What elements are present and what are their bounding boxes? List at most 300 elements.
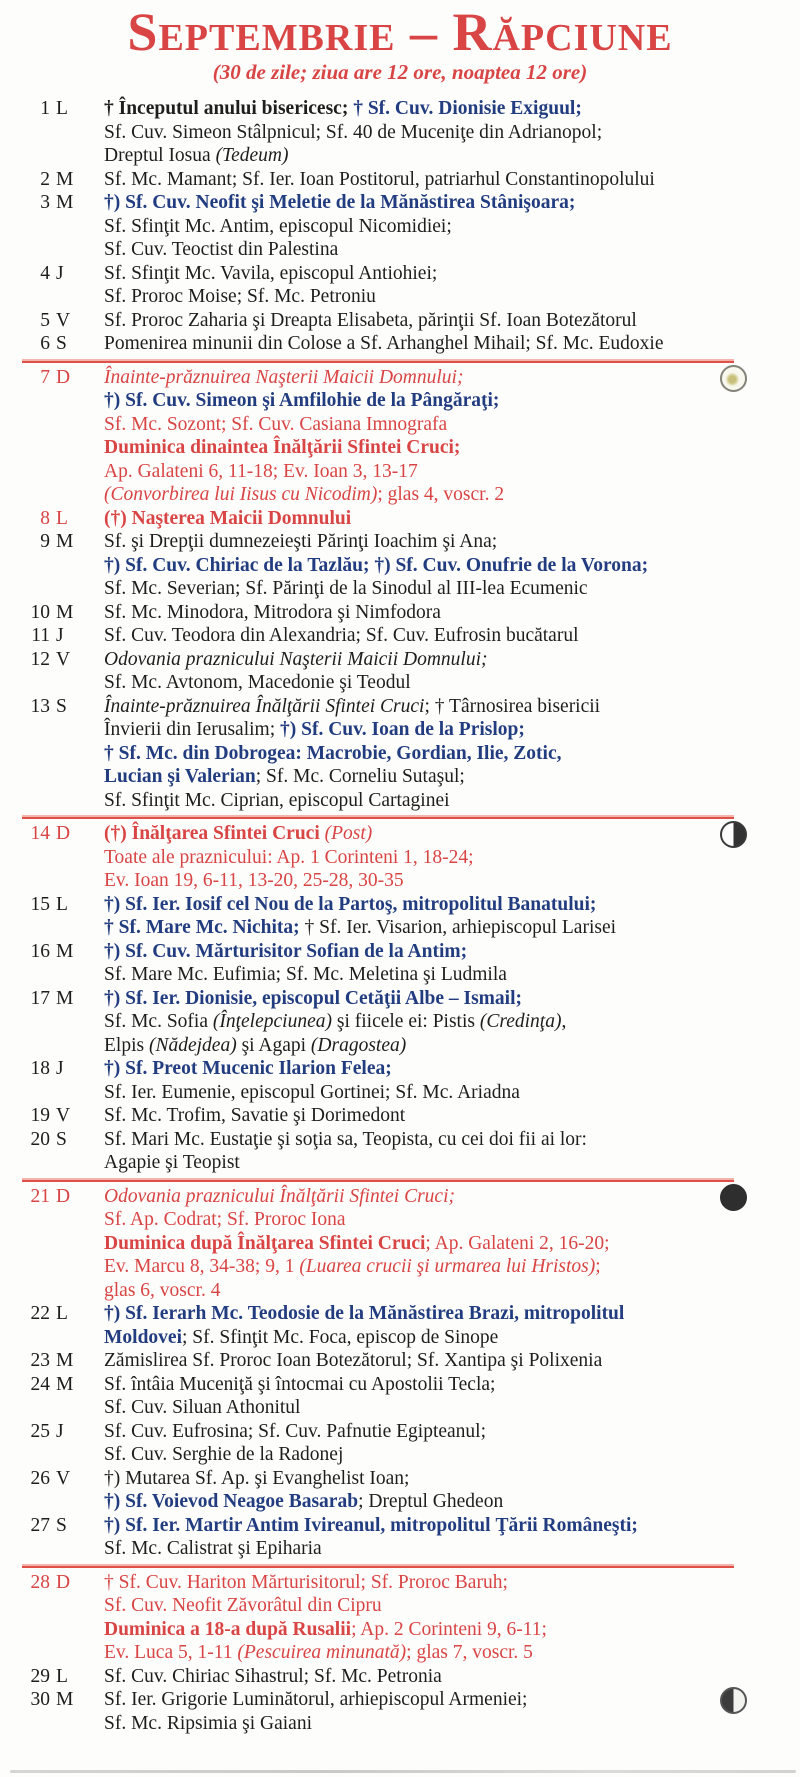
calendar-list (0, 97, 800, 1735)
day-of-week: S (56, 1128, 67, 1150)
feast-line (104, 1712, 800, 1736)
text-segment: Sf. Mc. Sofia (104, 1011, 213, 1032)
feast-line (104, 1232, 800, 1256)
day-of-week: L (56, 1303, 68, 1324)
text-segment: ; Dreptul Ghedeon (358, 1491, 504, 1512)
day-row-16 (0, 940, 800, 987)
feast-line (104, 1490, 800, 1514)
day-label (0, 507, 104, 531)
day-row-13 (0, 695, 800, 813)
text-segment: Sf. Mc. Ripsimia şi Gaiani (104, 1712, 312, 1734)
day-of-week: M (56, 940, 74, 962)
day-feasts (104, 893, 800, 940)
day-feasts (104, 97, 800, 168)
day-of-week: M (56, 1689, 74, 1710)
day-row-22 (0, 1302, 800, 1349)
feast-line (104, 869, 800, 893)
text-segment: Duminica a 18-a după Rusalii (104, 1618, 352, 1640)
text-segment: † Începutul anului bisericesc; (104, 98, 354, 119)
day-number: 30 (30, 1689, 50, 1710)
day-number: 28 (30, 1571, 50, 1593)
feast-line (104, 1010, 800, 1034)
text-segment: Învierii din Ierusalim; (104, 719, 280, 740)
day-of-week: M (56, 1373, 74, 1395)
day-feasts (104, 1571, 800, 1665)
feast-line (104, 1081, 800, 1105)
text-segment: Sf. Mc. Sozont; Sf. Cuv. Casiana Imnografa (104, 413, 448, 435)
text-segment: Sf. Mc. Mamant; Sf. Ier. Ioan Postitorul, patriarhul Constantinopolului (104, 168, 655, 190)
day-of-week: V (56, 1105, 71, 1126)
feast-line (104, 1373, 800, 1397)
text-segment: Sf. Mc. Trofim, Savatie şi Dorimedont (104, 1105, 406, 1126)
feast-line (104, 554, 800, 578)
text-segment: (Post) (324, 823, 373, 844)
page-bottom-rule (10, 1770, 796, 1773)
feast-line (104, 718, 800, 742)
feast-line (104, 1467, 800, 1491)
text-segment: Sf. Mc. Avtonom, Macedonie şi Teodul (104, 672, 411, 693)
feast-line (104, 765, 800, 789)
day-row-18 (0, 1057, 800, 1104)
day-row-9 (0, 530, 800, 601)
day-of-week: V (56, 1467, 71, 1489)
text-segment: (Convorbirea lui Iisus cu Nicodim) (104, 484, 378, 505)
full-moon-icon (720, 365, 747, 392)
day-label (0, 309, 104, 333)
day-feasts (104, 1302, 800, 1349)
text-segment: † Sf. Mare Mc. Nichita; (104, 917, 300, 938)
day-of-week: M (56, 168, 74, 190)
feast-line (104, 963, 800, 987)
day-of-week: S (56, 695, 67, 717)
day-feasts (104, 507, 800, 531)
day-row-24 (0, 1373, 800, 1420)
text-segment: Sf. Proroc Zaharia şi Dreapta Elisabeta, părinţii Sf. Ioan Botezătorul (104, 309, 637, 331)
day-feasts (104, 332, 800, 356)
day-of-week: L (56, 507, 68, 529)
feast-line (104, 1688, 800, 1712)
day-feasts (104, 1185, 800, 1303)
day-row-1 (0, 97, 800, 168)
text-segment: † Sf. Cuv. Dionisie Exiguul; (353, 98, 582, 119)
feast-line (104, 601, 800, 625)
text-segment: (†) Înălţarea Sfintei Cruci (104, 823, 325, 844)
text-segment: (Dragostea) (310, 1034, 407, 1056)
text-segment: Sf. Cuv. Teodora din Alexandria; Sf. Cuv. Eufrosin bucătarul (104, 625, 579, 646)
day-label (0, 987, 104, 1058)
last-quarter-moon-icon (720, 821, 747, 848)
day-number: 12 (30, 648, 50, 670)
feast-line (104, 144, 800, 168)
day-feasts (104, 822, 800, 893)
day-row-27 (0, 1514, 800, 1561)
text-segment: şi Agapi (236, 1034, 311, 1056)
day-label (0, 262, 104, 309)
day-feasts (104, 601, 800, 625)
feast-line (104, 1594, 800, 1618)
day-row-3 (0, 191, 800, 262)
day-label (0, 1688, 104, 1735)
text-segment: Lucian şi Valerian (104, 766, 256, 787)
day-number: 19 (30, 1105, 50, 1126)
day-label (0, 1467, 104, 1514)
text-segment: †) Sf. Ierarh Mc. Teodosie de la Mănăstirea Brazi, mitropolitul (104, 1303, 625, 1324)
day-number: 14 (30, 823, 50, 844)
day-row-6 (0, 332, 800, 356)
text-segment: Sf. Sfinţit Mc. Antim, episcopul Nicomidiei; (104, 215, 452, 237)
feast-line (104, 1571, 800, 1595)
sunday-separator (22, 815, 734, 819)
feast-line (104, 215, 800, 239)
day-row-28 (0, 1571, 800, 1665)
feast-line (104, 1641, 800, 1665)
day-label (0, 695, 104, 813)
day-number: 11 (31, 625, 50, 646)
day-label (0, 648, 104, 695)
feast-line (104, 1420, 800, 1444)
day-label (0, 1349, 104, 1373)
day-number: 21 (30, 1185, 50, 1207)
text-segment: † Sf. Mc. din Dobrogea: Macrobie, Gordian, Ilie, Zotic, (104, 742, 562, 764)
feast-line (104, 238, 800, 262)
feast-line (104, 1057, 800, 1081)
text-segment: ; glas 7, voscr. 5 (406, 1642, 533, 1663)
day-label (0, 191, 104, 262)
day-label (0, 1665, 104, 1689)
feast-line (104, 1396, 800, 1420)
text-segment: , (561, 1011, 567, 1032)
feast-line (104, 893, 800, 917)
day-row-5 (0, 309, 800, 333)
day-feasts (104, 1104, 800, 1128)
text-segment: (Luarea crucii şi urmarea lui Hristos) (299, 1256, 596, 1277)
day-row-17 (0, 987, 800, 1058)
text-segment: Duminica după Înălţarea Sfintei Cruci (104, 1232, 426, 1254)
feast-line (104, 695, 800, 719)
day-feasts (104, 1514, 800, 1561)
text-segment: †) Sf. Ier. Iosif cel Nou de la Partoş, mitropolitul Banatului; (104, 893, 597, 915)
day-of-week: J (56, 1058, 64, 1079)
feast-line (104, 1279, 800, 1303)
day-of-week: S (56, 1514, 67, 1536)
text-segment: Sf. Sfinţit Mc. Vavila, episcopul Antiohiei; (104, 262, 438, 284)
day-number: 13 (30, 695, 50, 717)
sunday-separator (22, 359, 734, 363)
feast-line (104, 1326, 800, 1350)
day-label (0, 624, 104, 648)
text-segment: Sf. Cuv. Neofit Zăvorâtul din Cipru (104, 1595, 382, 1616)
feast-line (104, 460, 800, 484)
day-feasts (104, 1420, 800, 1467)
text-segment: Ap. Galateni 6, 11-18; Ev. Ioan 3, 13-17 (104, 460, 418, 482)
text-segment: Odovania praznicului Naşterii Maicii Domnului; (104, 648, 488, 670)
feast-line (104, 940, 800, 964)
text-segment: Sf. Cuv. Siluan Athonitul (104, 1397, 301, 1418)
sunday-separator (22, 1178, 734, 1182)
day-label (0, 940, 104, 987)
text-segment: Sf. Ap. Codrat; Sf. Proroc Iona (104, 1209, 346, 1230)
text-segment: (Credinţa) (479, 1011, 562, 1032)
feast-line (104, 916, 800, 940)
day-number: 5 (40, 309, 50, 331)
text-segment: Zămislirea Sf. Proroc Ioan Botezătorul; Sf. Xantipa şi Polixenia (104, 1350, 603, 1371)
day-label (0, 601, 104, 625)
text-segment: ; Ap. Galateni 2, 16-20; (425, 1232, 610, 1254)
feast-line (104, 822, 800, 846)
day-number: 8 (40, 507, 50, 529)
text-segment: Sf. Proroc Moise; Sf. Mc. Petroniu (104, 286, 376, 307)
day-label (0, 1302, 104, 1349)
feast-line (104, 191, 800, 215)
text-segment: Ev. Ioan 19, 6-11, 13-20, 25-28, 30-35 (104, 870, 404, 891)
text-segment: †) Sf. Cuv. Mărturisitor Sofian de la Antim; (104, 940, 468, 962)
day-number: 24 (30, 1373, 50, 1395)
feast-line (104, 987, 800, 1011)
day-of-week: J (56, 625, 64, 646)
day-label (0, 1420, 104, 1467)
day-row-10 (0, 601, 800, 625)
feast-line (104, 1302, 800, 1326)
feast-line (104, 1349, 800, 1373)
day-label (0, 1104, 104, 1128)
text-segment: Înainte-prăznuirea Naşterii Maicii Domnului; (104, 366, 464, 388)
feast-line (104, 846, 800, 870)
day-label (0, 366, 104, 507)
day-row-30 (0, 1688, 800, 1735)
day-feasts (104, 1057, 800, 1104)
text-segment: †) Sf. Ier. Dionisie, episcopul Cetăţii Albe – Ismail; (104, 987, 522, 1009)
day-of-week: D (56, 1185, 71, 1207)
day-number: 1 (40, 98, 50, 119)
day-feasts (104, 1128, 800, 1175)
feast-line (104, 1537, 800, 1561)
feast-line (104, 1443, 800, 1467)
feast-line (104, 1514, 800, 1538)
day-of-week: D (56, 1571, 71, 1593)
text-segment: Sf. Mc. Severian; Sf. Părinţi de la Sinodul al III-lea Ecumenic (104, 578, 588, 599)
feast-line (104, 285, 800, 309)
day-label (0, 1185, 104, 1303)
feast-line (104, 483, 800, 507)
feast-line (104, 1128, 800, 1152)
feast-line (104, 1185, 800, 1209)
text-segment: Agapie şi Teopist (104, 1152, 240, 1173)
day-of-week: D (56, 823, 71, 844)
text-segment: Toate ale praznicului: Ap. 1 Corinteni 1, 18-24; (104, 846, 474, 868)
text-segment: Sf. Mare Mc. Eufimia; Sf. Mc. Meletina şi Ludmila (104, 964, 507, 985)
day-of-week: L (56, 1665, 68, 1687)
day-number: 23 (30, 1350, 50, 1371)
day-label (0, 530, 104, 601)
day-feasts (104, 695, 800, 813)
page-header (0, 0, 800, 84)
day-of-week: M (56, 192, 74, 213)
text-segment: glas 6, voscr. 4 (104, 1279, 221, 1301)
text-segment: Sf. Sfinţit Mc. Ciprian, episcopul Cartaginei (104, 789, 450, 811)
text-segment: şi fiicele ei: Pistis (331, 1011, 480, 1032)
text-segment: ; † Târnosirea bisericii (424, 695, 601, 717)
feast-line (104, 530, 800, 554)
day-label (0, 1128, 104, 1175)
sunday-separator (22, 1564, 734, 1568)
day-number: 15 (30, 893, 50, 915)
feast-line (104, 742, 800, 766)
day-feasts (104, 1665, 800, 1689)
text-segment: Dreptul Iosua (104, 145, 216, 166)
feast-line (104, 413, 800, 437)
text-segment: (Înţelepciunea) (212, 1011, 332, 1032)
text-segment: Sf. Cuv. Teoctist din Palestina (104, 239, 339, 260)
feast-line (104, 648, 800, 672)
day-feasts (104, 987, 800, 1058)
text-segment: ; Sf. Mc. Corneliu Sutaşul; (255, 766, 465, 787)
text-segment: †) Sf. Ier. Martir Antim Ivireanul, mitropolitul Ţării Româneşti; (104, 1514, 638, 1536)
day-of-week: L (56, 893, 68, 915)
text-segment: Sf. întâia Muceniţă şi întocmai cu Apostolii Tecla; (104, 1373, 496, 1395)
text-segment: † Sf. Ier. Visarion, arhiepiscopul Larisei (299, 917, 617, 938)
day-row-11 (0, 624, 800, 648)
text-segment: Sf. Ier. Grigorie Luminătorul, arhiepiscopul Armeniei; (104, 1689, 528, 1710)
text-segment: Sf. Cuv. Serghie de la Radonej (104, 1444, 344, 1465)
day-row-4 (0, 262, 800, 309)
text-segment: Sf. Mari Mc. Eustaţie şi soţia sa, Teopista, cu cei doi fii ai lor: (104, 1128, 587, 1150)
text-segment: Elpis (104, 1034, 149, 1056)
feast-line (104, 624, 800, 648)
day-number: 4 (40, 262, 50, 284)
day-row-21 (0, 1185, 800, 1303)
day-row-26 (0, 1467, 800, 1514)
day-feasts (104, 1688, 800, 1735)
text-segment: †) Sf. Preot Mucenic Ilarion Felea; (104, 1058, 392, 1079)
day-label (0, 1057, 104, 1104)
text-segment: Înainte-prăznuirea Înălţării Sfintei Cruci (104, 695, 425, 717)
day-of-week: D (56, 366, 71, 388)
day-of-week: M (56, 987, 74, 1009)
feast-line (104, 1208, 800, 1232)
feast-line (104, 671, 800, 695)
page-title: Septembrie – Răpciune (127, 2, 673, 62)
feast-line (104, 389, 800, 413)
feast-line (104, 1255, 800, 1279)
text-segment: † Sf. Cuv. Hariton Mărturisitorul; Sf. Proroc Baruh; (104, 1571, 508, 1593)
feast-line (104, 168, 800, 192)
day-row-25 (0, 1420, 800, 1467)
text-segment: †) Sf. Voievod Neagoe Basarab (104, 1491, 359, 1512)
day-row-29 (0, 1665, 800, 1689)
first-quarter-moon-icon (720, 1687, 747, 1714)
day-of-week: J (56, 1420, 64, 1442)
day-feasts (104, 1349, 800, 1373)
text-segment: Sf. Mc. Minodora, Mitrodora şi Nimfodora (104, 601, 441, 623)
text-segment: Sf. Mc. Calistrat şi Epiharia (104, 1538, 322, 1559)
day-feasts (104, 624, 800, 648)
text-segment: (†) Naşterea Maicii Domnului (104, 507, 352, 529)
text-segment: ; Sf. Sfinţit Mc. Foca, episcop de Sinope (182, 1326, 499, 1348)
day-number: 16 (30, 940, 50, 962)
text-segment: Sf. Cuv. Eufrosina; Sf. Cuv. Pafnutie Egipteanul; (104, 1420, 487, 1442)
feast-line (104, 121, 800, 145)
feast-line (104, 309, 800, 333)
day-number: 29 (30, 1665, 50, 1687)
day-of-week: S (56, 333, 67, 354)
text-segment: ; (595, 1256, 601, 1277)
text-segment: Moldovei (104, 1326, 182, 1348)
day-number: 7 (40, 366, 50, 388)
feast-line (104, 1665, 800, 1689)
day-label (0, 1514, 104, 1561)
day-of-week: V (56, 309, 71, 331)
day-feasts (104, 262, 800, 309)
day-number: 9 (40, 531, 50, 552)
page-subtitle: (30 de zile; ziua are 12 ore, noaptea 12 ore) (212, 60, 588, 84)
day-feasts (104, 1467, 800, 1514)
day-feasts (104, 1373, 800, 1420)
day-row-20 (0, 1128, 800, 1175)
text-segment: Odovania praznicului Înălţării Sfintei Cruci; (104, 1185, 455, 1207)
day-feasts (104, 940, 800, 987)
day-label (0, 893, 104, 940)
day-of-week: V (56, 648, 71, 670)
day-number: 27 (30, 1514, 50, 1536)
day-number: 2 (40, 168, 50, 190)
day-of-week: L (56, 98, 68, 119)
text-segment: Pomenirea minunii din Colose a Sf. Arhanghel Mihail; Sf. Mc. Eudoxie (104, 333, 664, 354)
day-label (0, 1373, 104, 1420)
feast-line (104, 332, 800, 356)
day-number: 26 (30, 1467, 50, 1489)
text-segment: Sf. Cuv. Chiriac Sihastrul; Sf. Mc. Petronia (104, 1665, 442, 1687)
feast-line (104, 1034, 800, 1058)
day-row-15 (0, 893, 800, 940)
day-number: 6 (40, 333, 50, 354)
day-number: 10 (30, 601, 50, 623)
text-segment: Ev. Luca 5, 1-11 (104, 1642, 238, 1663)
day-number: 25 (30, 1420, 50, 1442)
new-moon-icon (720, 1184, 747, 1211)
day-number: 17 (30, 987, 50, 1009)
text-segment: Duminica dinaintea Înălţării Sfintei Cruci; (104, 437, 461, 458)
text-segment: ; Ap. 2 Corinteni 9, 6-11; (351, 1618, 547, 1640)
day-feasts (104, 191, 800, 262)
day-row-12 (0, 648, 800, 695)
day-feasts (104, 366, 800, 507)
day-of-week: M (56, 1350, 74, 1371)
day-feasts (104, 530, 800, 601)
text-segment: Sf. Ier. Eumenie, episcopul Gortinei; Sf. Mc. Ariadna (104, 1081, 520, 1103)
feast-line (104, 1104, 800, 1128)
text-segment: †) Sf. Cuv. Ioan de la Prislop; (280, 719, 525, 740)
day-label (0, 1571, 104, 1665)
day-row-14 (0, 822, 800, 893)
day-label (0, 332, 104, 356)
text-segment: Ev. Marcu 8, 34-38; 9, 1 (104, 1256, 300, 1277)
text-segment: †) Sf. Cuv. Simeon şi Amfilohie de la Pângăraţi; (104, 390, 500, 411)
text-segment: (Nădejdea) (148, 1034, 237, 1056)
text-segment: †) Sf. Cuv. Chiriac de la Tazlău; †) Sf. Cuv. Onufrie de la Vorona; (104, 554, 649, 576)
text-segment: Sf. Cuv. Simeon Stâlpnicul; Sf. 40 de Muceniţe din Adrianopol; (104, 121, 603, 143)
day-feasts (104, 168, 800, 192)
day-number: 20 (30, 1128, 50, 1150)
day-row-8 (0, 507, 800, 531)
text-segment: (Tedeum) (215, 145, 289, 166)
day-of-week: M (56, 531, 74, 552)
text-segment: †) Mutarea Sf. Ap. şi Evanghelist Ioan; (104, 1467, 410, 1489)
text-segment: Sf. şi Drepţii dumnezeieşti Părinţi Ioachim şi Ana; (104, 531, 498, 552)
feast-line (104, 436, 800, 460)
day-feasts (104, 309, 800, 333)
day-label (0, 168, 104, 192)
feast-line (104, 366, 800, 390)
